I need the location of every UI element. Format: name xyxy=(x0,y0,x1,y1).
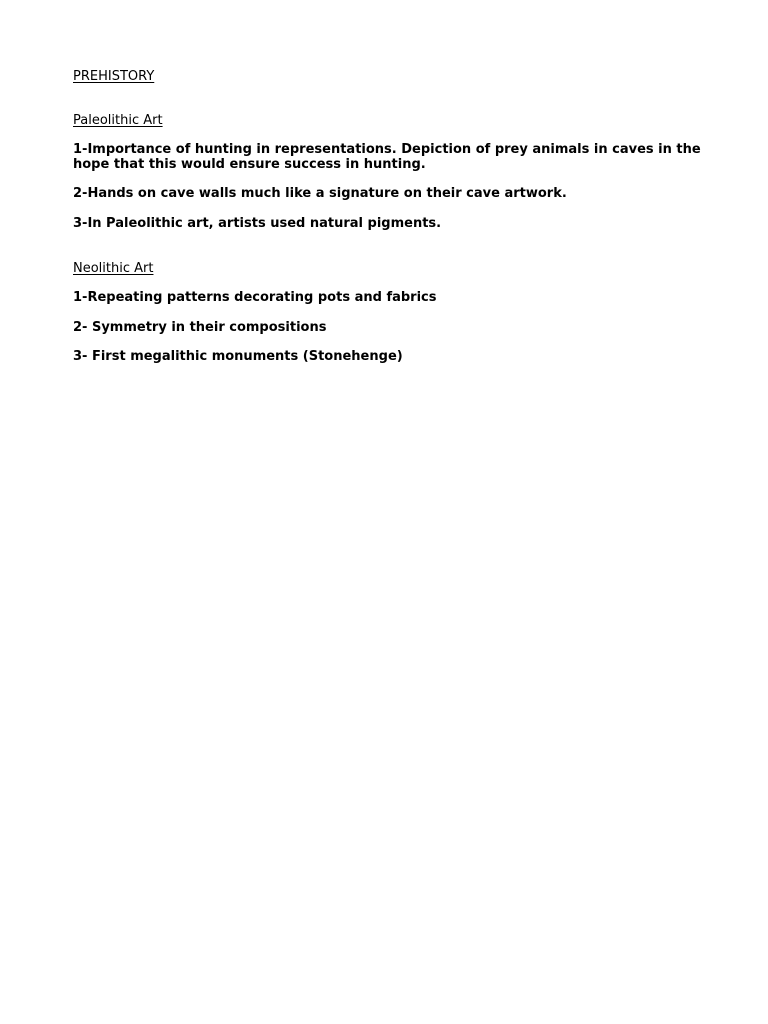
paleolithic-item-3: 3-In Paleolithic art, artists used natural pigments. xyxy=(73,216,442,231)
paleolithic-item-1-line-1: 1-Importance of hunting in representations. Depiction of prey animals in caves in the xyxy=(73,142,701,157)
section-heading-neolithic: Neolithic Art xyxy=(73,261,154,276)
paleolithic-item-2: 2-Hands on cave walls much like a signature on their cave artwork. xyxy=(73,186,567,201)
neolithic-item-3: 3- First megalithic monuments (Stonehenge) xyxy=(73,349,403,364)
section-heading-paleolithic: Paleolithic Art xyxy=(73,113,163,128)
document-title: PREHISTORY xyxy=(73,69,155,84)
neolithic-item-2: 2- Symmetry in their compositions xyxy=(73,320,327,335)
neolithic-item-1: 1-Repeating patterns decorating pots and fabrics xyxy=(73,290,437,305)
paleolithic-item-1-line-2: hope that this would ensure success in hunting. xyxy=(73,157,426,172)
